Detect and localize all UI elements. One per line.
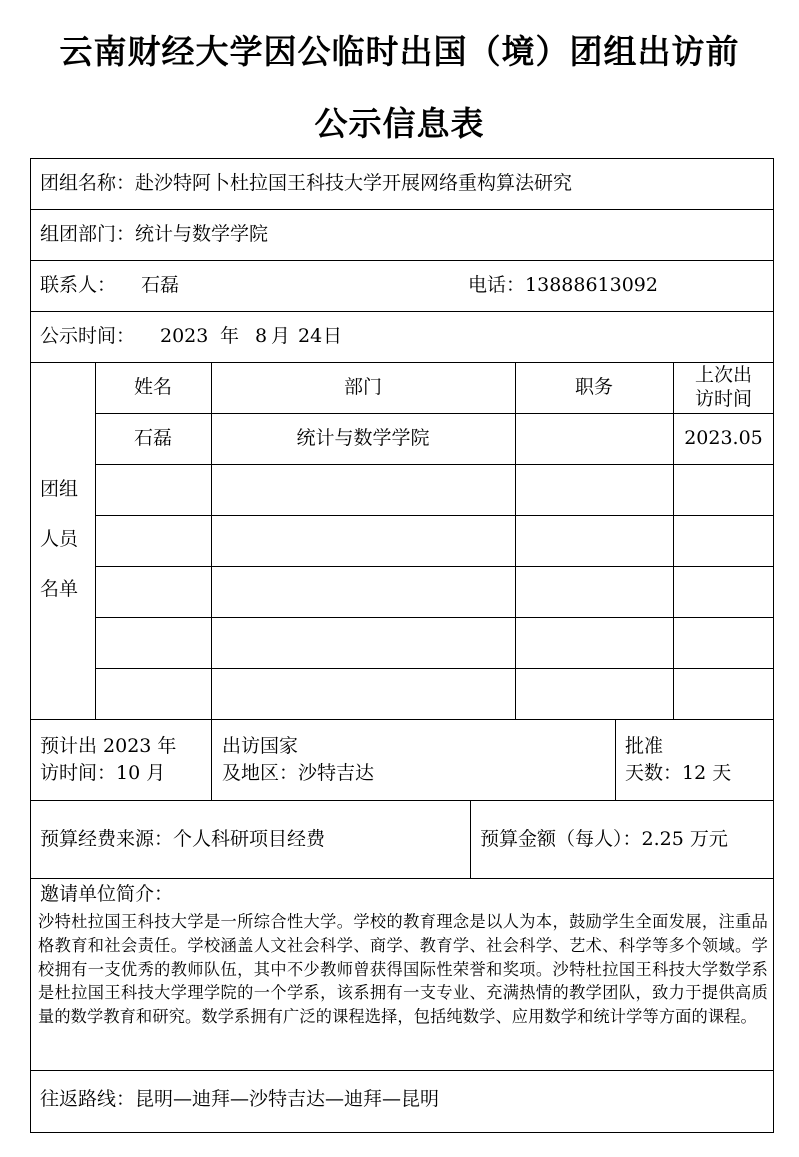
approved-days: 批准	[625, 735, 664, 757]
header-position: 职务	[574, 376, 613, 398]
members-side-label: 人员	[40, 528, 79, 550]
page-subtitle: 公示信息表	[314, 104, 485, 143]
row-divider	[30, 800, 774, 801]
col-divider	[95, 362, 96, 719]
col-divider	[615, 719, 616, 800]
budget-amount: 预算金额（每人）：2.25 万元	[480, 828, 728, 850]
page-title: 云南财经大学因公临时出国（境）团组出访前	[59, 32, 740, 71]
col-divider	[470, 800, 471, 878]
member-dept: 统计与数学学院	[296, 427, 430, 449]
header-last-visit: 上次出	[694, 364, 752, 386]
header-dept: 部门	[343, 376, 382, 398]
member-name: 石磊	[133, 427, 172, 449]
group-name-value: 赴沙特阿卜杜拉国王科技大学开展网络重构算法研究	[135, 172, 573, 194]
department-label: 组团部门：	[40, 223, 136, 245]
publish-month: 8	[255, 325, 268, 347]
publish-day-unit: 日	[323, 325, 343, 347]
publish-month-unit: 月	[271, 325, 291, 347]
visit-time: 访时间：10 月	[40, 762, 166, 784]
row-divider	[30, 311, 774, 312]
row-divider	[30, 362, 774, 363]
route-label: 往返路线：	[40, 1088, 136, 1110]
group-name-label: 团组名称：	[40, 172, 136, 194]
visit-time: 预计出 2023 年	[40, 735, 177, 757]
row-divider	[30, 1070, 774, 1071]
phone-field	[468, 276, 658, 295]
contact-value: 石磊	[141, 274, 180, 296]
contact-label: 联系人：	[40, 274, 117, 296]
invite-text: 沙特杜拉国王科技大学是一所综合性大学。学校的教育理念是以人为本，鼓励学生全面发展，注重品格教育和社会责任。学校涵盖人文社会科学、商学、教育学、社会科学、艺术、科学等多个领域。学校拥有一支优秀的教师队伍，其中不少教师曾获得国际性荣誉和奖项。沙特杜拉国王科技大学数学系是杜拉国王科技大学理学院的一个学系，该系拥有一支专业、充满热情的教学团队，致力于提供高质量的数学教育和研究。数学系拥有广泛的课程选择，包括纯数学、应用数学和统计学等方面的课程。	[38, 912, 768, 1027]
row-divider	[30, 209, 774, 210]
phone-value: 13888613092	[525, 274, 658, 296]
budget-source: 预算经费来源：个人科研项目经费	[40, 828, 326, 850]
publish-day: 24	[298, 325, 323, 347]
row-divider	[30, 719, 774, 720]
members-side-label: 团组	[40, 478, 79, 500]
group-name-field	[40, 174, 572, 193]
invite-label: 邀请单位简介：	[40, 883, 174, 905]
col-divider	[211, 362, 212, 800]
member-last-visit: 2023.05	[684, 427, 763, 449]
department-field	[40, 225, 268, 244]
route-value: 昆明—迪拜—沙特吉达—迪拜—昆明	[135, 1088, 440, 1110]
visit-country: 及地区：沙特吉达	[222, 762, 375, 784]
header-name: 姓名	[133, 376, 172, 398]
publish-year-unit: 年	[220, 325, 240, 347]
col-divider	[515, 362, 516, 719]
members-side-label: 名单	[40, 578, 79, 600]
approved-days: 天数：12 天	[625, 762, 732, 784]
row-divider	[30, 878, 774, 879]
header-last-visit: 访时间	[694, 388, 752, 410]
phone-label: 电话：	[468, 274, 526, 296]
publish-time-label: 公示时间：	[40, 325, 136, 347]
col-divider	[673, 362, 674, 719]
publish-year: 2023	[160, 325, 209, 347]
department-value: 统计与数学学院	[135, 223, 269, 245]
row-divider	[30, 260, 774, 261]
route-field	[40, 1090, 439, 1109]
visit-country: 出访国家	[222, 735, 299, 757]
